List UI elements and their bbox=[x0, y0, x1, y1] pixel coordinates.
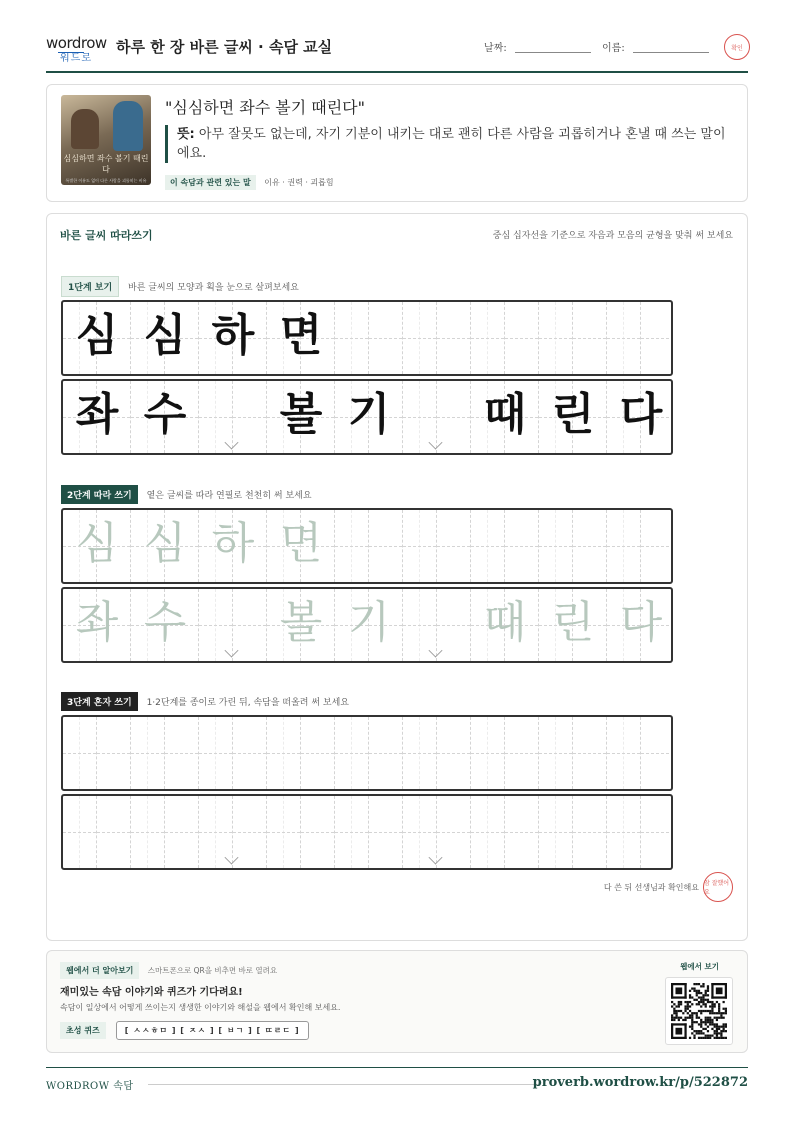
grid-cell bbox=[267, 796, 301, 868]
grid-cell bbox=[539, 717, 573, 789]
grid-cell bbox=[573, 717, 607, 789]
page-title: 하루 한 장 바른 글씨 · 속담 교실 bbox=[116, 38, 333, 56]
check-note: 다 쓴 뒤 선생님과 확인해요 bbox=[603, 883, 699, 892]
step3-row-2[interactable] bbox=[61, 794, 673, 870]
qr-label: 웹에서 보기 bbox=[680, 962, 719, 971]
practice-character: 면 bbox=[279, 518, 323, 569]
step3-desc: 1·2단계를 종이로 가린 뒤, 속담을 떠올려 써 보세요 bbox=[146, 698, 349, 708]
chosung-quiz bbox=[60, 1021, 309, 1040]
grid-cell bbox=[505, 302, 539, 374]
practice-character: 하 bbox=[211, 310, 255, 361]
grid-cell bbox=[369, 796, 403, 868]
practice-character: 린 bbox=[551, 389, 595, 440]
practice-character: 기 bbox=[347, 389, 391, 440]
practice-character: 심 bbox=[75, 310, 119, 361]
illustration-caption-title: 심심하면 좌수 볼기 때린다 bbox=[63, 154, 149, 174]
web-promo-row bbox=[60, 962, 277, 979]
grid-cell bbox=[641, 796, 673, 868]
date-field[interactable] bbox=[484, 39, 591, 54]
grid-cell bbox=[301, 796, 335, 868]
practice-character: 좌 bbox=[75, 389, 119, 440]
practice-title: 바른 글씨 따라쓰기 bbox=[60, 229, 153, 242]
web-promo-headline: 재미있는 속담 이야기와 퀴즈가 기다려요! bbox=[60, 987, 243, 998]
date-label: 날짜: bbox=[484, 43, 507, 54]
check-stamp-text: 참 잘했어요 bbox=[704, 880, 730, 896]
practice-character: 심 bbox=[143, 310, 187, 361]
approval-stamp-icon bbox=[703, 872, 733, 902]
grid-cell bbox=[641, 302, 673, 374]
grid-cell bbox=[369, 302, 403, 374]
practice-note: 중심 십자선을 기준으로 자음과 모음의 균형을 맞춰 써 보세요 bbox=[492, 231, 733, 241]
grid-cell bbox=[505, 717, 539, 789]
date-line bbox=[515, 43, 591, 53]
step1-row-2 bbox=[61, 379, 673, 455]
grid-cell bbox=[437, 717, 471, 789]
quiz-box: [ ㅅㅅㅎㅁ ] [ ㅈㅅ ] [ ㅂㄱ ] [ ㄸㄹㄷ ] bbox=[116, 1021, 309, 1040]
grid-cell bbox=[97, 796, 131, 868]
grid-cell bbox=[63, 796, 97, 868]
grid-cell bbox=[471, 717, 505, 789]
step1-header bbox=[61, 276, 299, 297]
grid-cell bbox=[267, 717, 301, 789]
practice-character: 면 bbox=[279, 310, 323, 361]
grid-cell bbox=[301, 717, 335, 789]
step1-row-1 bbox=[61, 300, 673, 376]
quiz-label: 초성 퀴즈 bbox=[60, 1022, 106, 1039]
grid-cell bbox=[131, 717, 165, 789]
chevron-down-icon bbox=[223, 437, 243, 449]
grid-cell bbox=[369, 717, 403, 789]
grid-cell bbox=[63, 717, 97, 789]
wordrow-logo bbox=[46, 34, 108, 64]
chevron-down-icon bbox=[427, 852, 447, 864]
approval-stamp-icon bbox=[724, 34, 750, 60]
chevron-down-icon bbox=[223, 852, 243, 864]
proverb-text: "심심하면 좌수 볼기 때린다" bbox=[165, 98, 365, 117]
footer-rule bbox=[148, 1084, 538, 1085]
grid-cell bbox=[539, 302, 573, 374]
grid-cell bbox=[539, 510, 573, 582]
name-line bbox=[633, 43, 709, 53]
grid-cell bbox=[471, 510, 505, 582]
practice-character: 볼 bbox=[279, 389, 323, 440]
name-label: 이름: bbox=[602, 43, 625, 54]
practice-character: 린 bbox=[551, 597, 595, 648]
logo-korean: 워드로 bbox=[60, 53, 92, 64]
step3-row-1[interactable] bbox=[61, 715, 673, 791]
grid-cell bbox=[539, 796, 573, 868]
related-words-list: 이유 · 권력 · 괴롭힘 bbox=[264, 178, 334, 187]
qr-code-graphic bbox=[671, 983, 727, 1039]
proverb-meaning bbox=[165, 125, 737, 163]
step2-desc: 옅은 글씨를 따라 연필로 천천히 써 보세요 bbox=[146, 491, 312, 501]
grid-cell bbox=[607, 302, 641, 374]
web-promo-box bbox=[46, 950, 748, 1053]
grid-cell bbox=[607, 796, 641, 868]
chevron-down-icon bbox=[427, 645, 447, 657]
grid-cell bbox=[97, 717, 131, 789]
grid-cell bbox=[335, 302, 369, 374]
step2-badge: 2단계 따라 쓰기 bbox=[61, 485, 138, 504]
step3-badge: 3단계 혼자 쓰기 bbox=[61, 692, 138, 711]
practice-character: 좌 bbox=[75, 597, 119, 648]
grid-cell bbox=[505, 796, 539, 868]
grid-cell bbox=[369, 510, 403, 582]
grid-cell bbox=[403, 717, 437, 789]
practice-character: 다 bbox=[619, 389, 663, 440]
grid-cell bbox=[573, 796, 607, 868]
step3-header bbox=[61, 692, 349, 711]
illustration-caption-sub: 특별한 이유도 없이 다른 사람을 괴롭히는 비유 bbox=[65, 178, 147, 183]
web-promo-hint: 스마트폰으로 QR을 비추면 바로 열려요 bbox=[147, 966, 278, 975]
web-promo-desc: 속담이 일상에서 어떻게 쓰이는지 생생한 이야기와 해설을 웹에서 확인해 보세요. bbox=[60, 1003, 341, 1012]
grid-cell bbox=[335, 717, 369, 789]
step2-row-2[interactable] bbox=[61, 587, 673, 663]
footer-url[interactable]: proverb.wordrow.kr/p/522872 bbox=[532, 1075, 748, 1090]
practice-character: 하 bbox=[211, 518, 255, 569]
illustration-figure-standing bbox=[113, 101, 143, 151]
grid-cell bbox=[573, 510, 607, 582]
practice-character: 다 bbox=[619, 597, 663, 648]
grid-cell bbox=[165, 717, 199, 789]
related-words-label: 이 속담과 관련 있는 말 bbox=[165, 175, 256, 190]
page-footer bbox=[46, 1067, 748, 1097]
grid-cell bbox=[335, 510, 369, 582]
grid-cell bbox=[335, 796, 369, 868]
practice-character: 심 bbox=[75, 518, 119, 569]
practice-character: 때 bbox=[483, 389, 527, 440]
proverb-illustration bbox=[61, 95, 151, 185]
grid-cell bbox=[505, 510, 539, 582]
page-header bbox=[46, 28, 748, 73]
step1-badge: 1단계 보기 bbox=[61, 276, 119, 297]
practice-character: 볼 bbox=[279, 597, 323, 648]
meaning-text: 아무 잘못도 없는데, 자기 기분이 내키는 대로 괜히 다른 사람을 괴롭히거나 혼낼 때 쓰는 말이에요. bbox=[177, 127, 726, 161]
practice-character: 수 bbox=[143, 389, 187, 440]
grid-cell bbox=[607, 510, 641, 582]
practice-character: 심 bbox=[143, 518, 187, 569]
grid-cell bbox=[403, 302, 437, 374]
illustration-figure-seated bbox=[71, 109, 99, 149]
practice-character: 때 bbox=[483, 597, 527, 648]
step2-row-1[interactable] bbox=[61, 508, 673, 584]
qr-code-icon[interactable] bbox=[665, 977, 733, 1045]
grid-cell bbox=[437, 510, 471, 582]
grid-cell bbox=[641, 510, 673, 582]
web-promo-badge: 웹에서 더 알아보기 bbox=[60, 962, 139, 979]
step1-desc: 바른 글씨의 모양과 획을 눈으로 살펴보세요 bbox=[128, 283, 299, 293]
grid-cell bbox=[471, 302, 505, 374]
related-words bbox=[165, 175, 334, 190]
chevron-down-icon bbox=[223, 645, 243, 657]
grid-cell bbox=[233, 717, 267, 789]
practice-character: 기 bbox=[347, 597, 391, 648]
grid-cell bbox=[607, 717, 641, 789]
stamp-text: 확인 bbox=[731, 44, 743, 52]
grid-cell bbox=[437, 302, 471, 374]
name-field[interactable] bbox=[602, 39, 709, 54]
grid-cell bbox=[573, 302, 607, 374]
grid-cell bbox=[131, 796, 165, 868]
practice-character: 수 bbox=[143, 597, 187, 648]
grid-cell bbox=[471, 796, 505, 868]
footer-brand: WORDROW 속담 bbox=[46, 1081, 134, 1092]
grid-cell bbox=[403, 510, 437, 582]
meaning-label: 뜻: bbox=[177, 127, 195, 142]
grid-cell bbox=[165, 796, 199, 868]
chevron-down-icon bbox=[427, 437, 447, 449]
practice-panel bbox=[46, 213, 748, 941]
grid-cell bbox=[199, 717, 233, 789]
grid-cell bbox=[641, 717, 673, 789]
proverb-card bbox=[46, 84, 748, 202]
illustration-caption bbox=[61, 153, 151, 185]
step2-header bbox=[61, 485, 312, 504]
logo-text: wordrow bbox=[46, 34, 107, 52]
